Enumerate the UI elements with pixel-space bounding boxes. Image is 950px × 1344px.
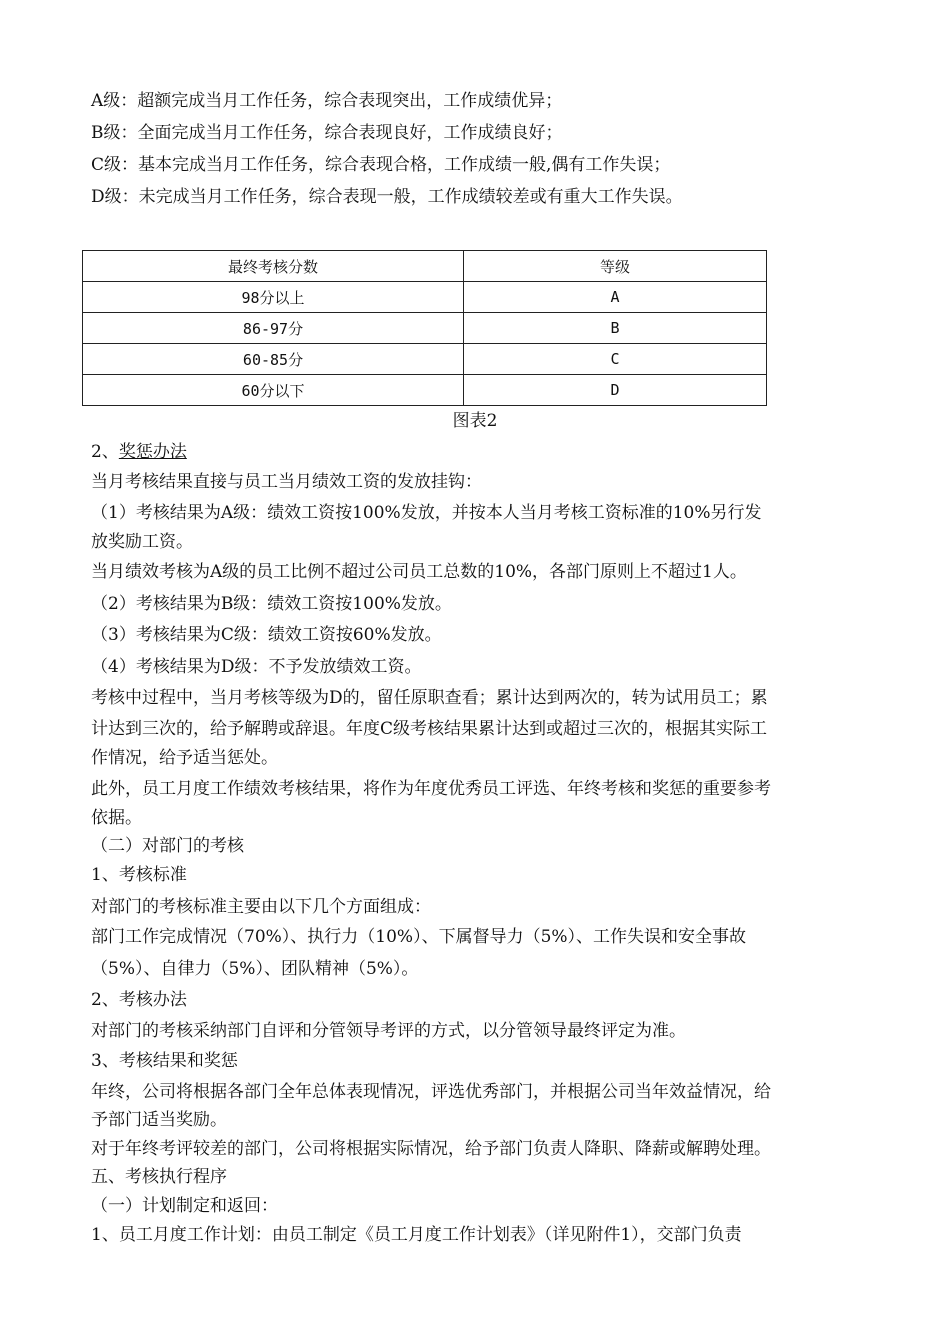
table-row [83, 282, 767, 313]
paragraph-line: 1、员工月度工作计划：由员工制定《员工月度工作计划表》（详见附件1），交部门负责 [91, 1225, 742, 1245]
grade-cell: D [464, 375, 767, 406]
paragraph-line: （3）考核结果为C级：绩效工资按60%发放。 [91, 625, 442, 645]
score-cell: 60-85分 [83, 344, 464, 375]
paragraph-line: 考核中过程中，当月考核等级为D的，留任原职查看；累计达到两次的，转为试用员工；累 [91, 688, 768, 708]
paragraph-line: 计达到三次的，给予解聘或辞退。年度C级考核结果累计达到或超过三次的，根据其实际工 [91, 719, 768, 739]
grade-definition-b: B级：全面完成当月工作任务，综合表现良好，工作成绩良好； [91, 123, 563, 143]
paragraph-line: 此外，员工月度工作绩效考核结果，将作为年度优秀员工评选、年终考核和奖惩的重要参考 [91, 779, 771, 799]
paragraph-line: 予部门适当奖励。 [91, 1110, 227, 1130]
paragraph-line: 2、考核办法 [91, 990, 187, 1010]
score-cell: 98分以上 [83, 282, 464, 313]
header-grade: 等级 [464, 251, 767, 282]
paragraph-line: 对于年终考评较差的部门，公司将根据实际情况，给予部门负责人降职、降薪或解聘处理。 [91, 1139, 771, 1159]
header-score: 最终考核分数 [83, 251, 464, 282]
score-grade-table [82, 250, 767, 406]
paragraph-line: 部门工作完成情况（70%）、执行力（10%）、下属督导力（5%）、工作失误和安全事故 [91, 927, 747, 947]
table-row [83, 313, 767, 344]
table-header-row [83, 251, 767, 282]
grade-cell: A [464, 282, 767, 313]
paragraph-line: 对部门的考核标准主要由以下几个方面组成： [91, 897, 431, 917]
table-row [83, 375, 767, 406]
section-heading-reward [91, 437, 861, 468]
paragraph-line: 作情况，给予适当惩处。 [91, 748, 278, 768]
paragraph-line: 1、考核标准 [91, 865, 187, 885]
paragraph-line: （一）计划制定和返回： [91, 1196, 278, 1216]
grade-definition-c: C级：基本完成当月工作任务，综合表现合格，工作成绩一般,偶有工作失误； [91, 155, 671, 175]
table-row [83, 344, 767, 375]
table-caption: 图表2 [452, 411, 498, 431]
score-cell: 86-97分 [83, 313, 464, 344]
paragraph-line: 3、考核结果和奖惩 [91, 1051, 238, 1071]
paragraph-line: 依据。 [91, 808, 142, 828]
paragraph-line: （4）考核结果为D级：不予发放绩效工资。 [91, 657, 422, 677]
grade-definition-a: A级：超额完成当月工作任务，综合表现突出，工作成绩优异； [91, 91, 563, 111]
paragraph-line: 五、考核执行程序 [91, 1167, 227, 1187]
score-cell: 60分以下 [83, 375, 464, 406]
grade-cell: B [464, 313, 767, 344]
paragraph-line: （1）考核结果为A级：绩效工资按100%发放，并按本人当月考核工资标准的10%另行发 [91, 503, 762, 523]
paragraph-line: 放奖励工资。 [91, 532, 193, 552]
paragraph-line: （2）考核结果为B级：绩效工资按100%发放。 [91, 594, 452, 614]
section-number: 2、 [91, 442, 119, 462]
section-title: 奖惩办法 [118, 442, 187, 462]
paragraph-line: （二）对部门的考核 [91, 836, 244, 856]
paragraph-line: 当月绩效考核为A级的员工比例不超过公司员工总数的10%，各部门原则上不超过1人。 [91, 562, 747, 582]
paragraph-line: 对部门的考核采纳部门自评和分管领导考评的方式，以分管领导最终评定为准。 [91, 1021, 686, 1041]
paragraph-line: 当月考核结果直接与员工当月绩效工资的发放挂钩： [91, 472, 482, 492]
paragraph-line: 年终，公司将根据各部门全年总体表现情况，评选优秀部门，并根据公司当年效益情况，给 [91, 1082, 771, 1102]
grade-definition-d: D级：未完成当月工作任务，综合表现一般，工作成绩较差或有重大工作失误。 [91, 187, 683, 207]
paragraph-line: （5%）、自律力（5%）、团队精神（5%）。 [91, 959, 419, 979]
grade-cell: C [464, 344, 767, 375]
